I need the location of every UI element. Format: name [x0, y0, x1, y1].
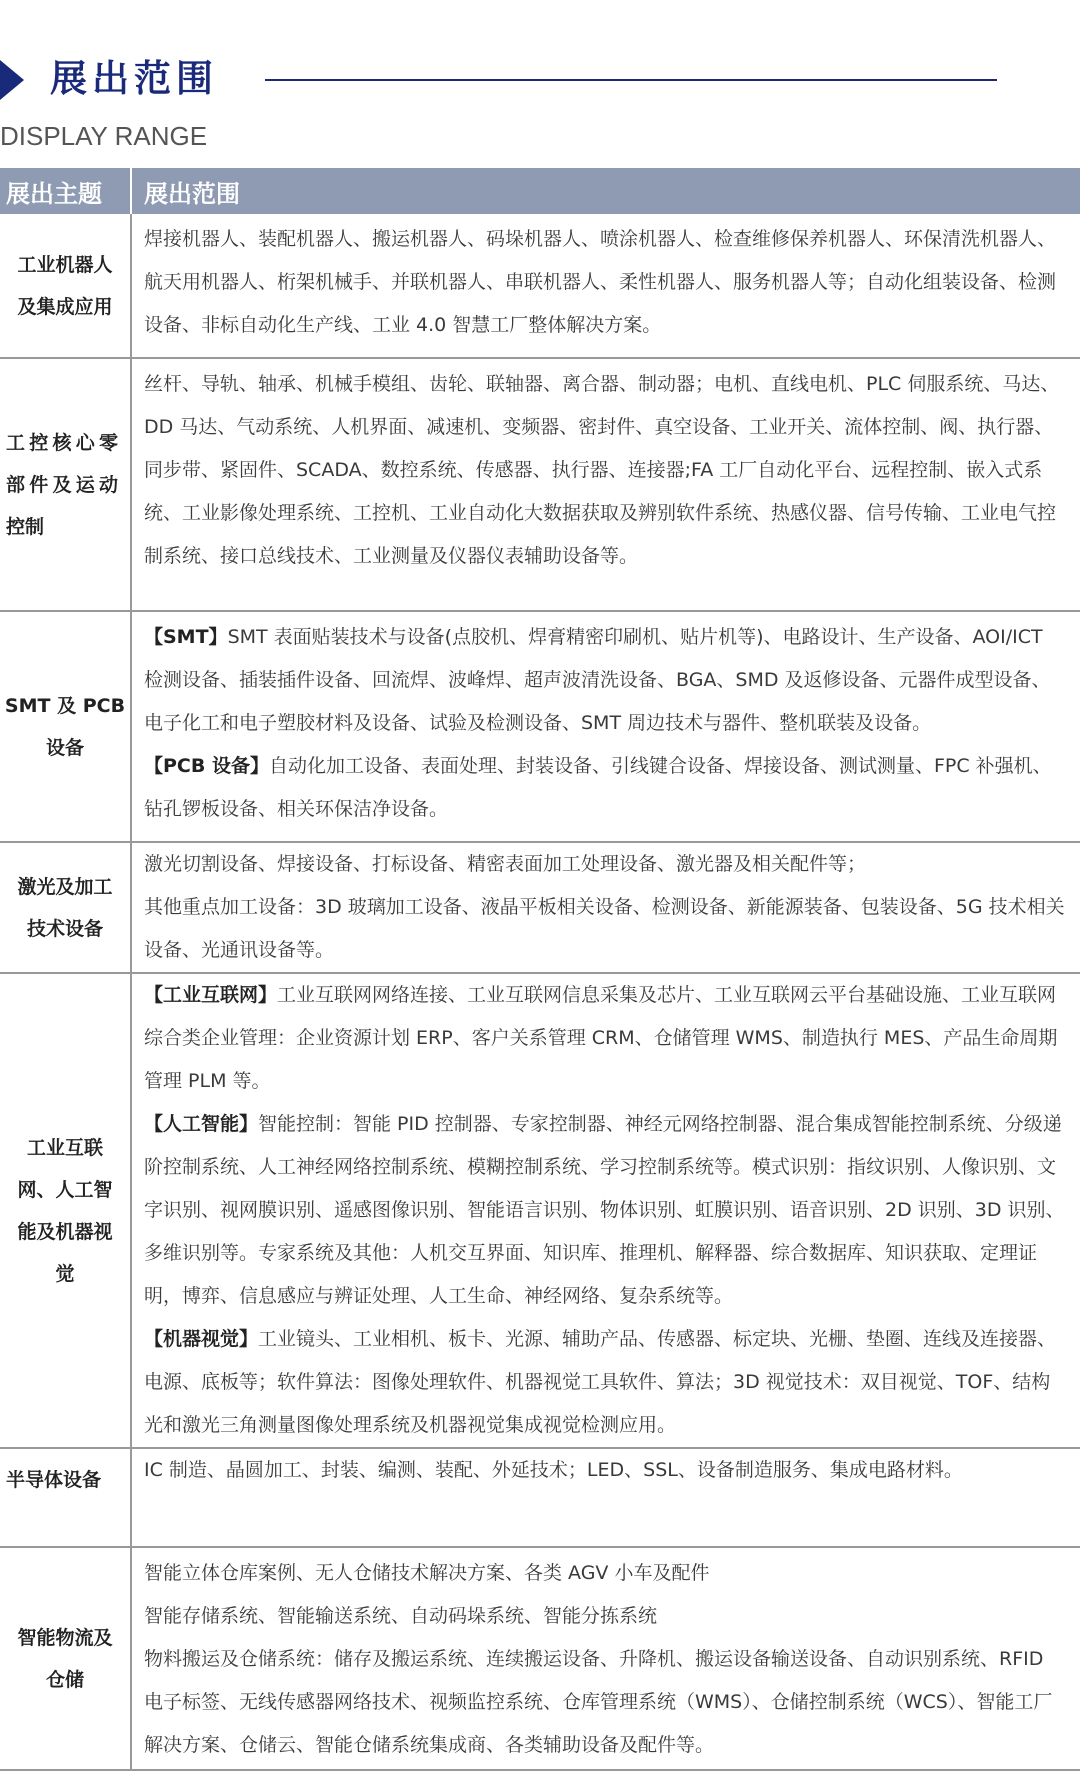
table-row — [0, 1448, 1080, 1547]
topic-line: 设备 — [45, 736, 84, 759]
content-text: 自动化加工设备、表面处理、封装设备、引线键合设备、焊接设备、测试测量、FPC 补强机、 — [268, 755, 1052, 777]
content-line: IC 制造、晶圆加工、封装、编测、装配、外延技术；LED、SSL、设备制造服务、集成电路材料。 — [144, 1459, 963, 1481]
content-text: 智能控制：智能 PID 控制器、专家控制器、神经元网络控制器、混合集成智能控制系统、分级递 — [258, 1113, 1062, 1135]
content-line: 航天用机器人、桁架机械手、并联机器人、串联机器人、柔性机器人、服务机器人等；自动化组装设备、检测 — [144, 271, 1057, 293]
arrow-icon — [0, 60, 24, 100]
content-line: 电子化工和电子塑胶材料及设备、试验及检测设备、SMT 周边技术与器件、整机联装及设备。 — [144, 712, 932, 734]
content-line: 阶控制系统、人工神经网络控制系统、模糊控制系统、学习控制系统等。模式识别：指纹识别、人像识别、文 — [144, 1156, 1057, 1178]
row-content — [131, 973, 1080, 1448]
row-topic — [0, 1547, 131, 1770]
section-subtitle: DISPLAY RANGE — [0, 121, 208, 151]
topic-line: 控制 — [6, 515, 45, 538]
row-content — [131, 1547, 1080, 1770]
mv-tag: 【机器视觉】 — [144, 1328, 259, 1350]
row-topic — [0, 973, 131, 1448]
table-row — [0, 1547, 1080, 1770]
content-line: 管理 PLM 等。 — [144, 1070, 271, 1092]
content-line — [144, 616, 1080, 659]
row-topic — [0, 1448, 131, 1547]
row-content — [131, 1448, 1080, 1547]
content-line: 激光切割设备、焊接设备、打标设备、精密表面加工处理设备、激光器及相关配件等； — [144, 853, 867, 875]
topic-line: 工业互联 — [26, 1136, 103, 1159]
content-line: 焊接机器人、装配机器人、搬运机器人、码垛机器人、喷涂机器人、检查维修保养机器人、环保清洗机器人、 — [144, 228, 1057, 250]
content-line: 明，博弈、信息感应与辨证处理、人工生命、神经网络、复杂系统等。 — [144, 1285, 734, 1307]
content-line: 智能立体仓库案例、无人仓储技术解决方案、各类 AGV 小车及配件 — [144, 1562, 710, 1584]
content-line: 其他重点加工设备：3D 玻璃加工设备、液晶平板相关设备、检测设备、新能源装备、包装设备、5G 技术相关 — [144, 896, 1065, 918]
iiot-tag: 【工业互联网】 — [144, 984, 278, 1006]
content-line: 统、工业影像处理系统、工控机、工业自动化大数据获取及辨别软件系统、热感仪器、信号传输、工业电气控 — [144, 502, 1057, 524]
topic-line: 网、人工智 — [17, 1178, 113, 1201]
content-line: 设备、光通讯设备等。 — [144, 939, 335, 961]
topic-line: 智能物流及 — [17, 1626, 113, 1649]
row-topic — [0, 358, 131, 611]
table-header-row — [0, 168, 1080, 214]
section-title: 展出范围 — [50, 57, 218, 100]
content-line: 电子标签、无线传感器网络技术、视频监控系统、仓库管理系统（WMS）、仓储控制系统（WCS）、智能工厂 — [144, 1691, 1053, 1713]
content-line — [144, 745, 1080, 788]
topic-line: 工业机器人 — [17, 253, 113, 276]
content-line: 设备、非标自动化生产线、工业 4.0 智慧工厂整体解决方案。 — [144, 314, 662, 336]
row-topic — [0, 611, 131, 842]
table-row — [0, 611, 1080, 842]
content-line: 物料搬运及仓储系统：储存及搬运系统、连续搬运设备、升降机、搬运设备输送设备、自动识别系统、RFID — [144, 1648, 1044, 1670]
content-line: 丝杆、导轨、轴承、机械手模组、齿轮、联轴器、离合器、制动器；电机、直线电机、PLC 伺服系统、马达、 — [144, 373, 1060, 395]
content-line: 多维识别等。专家系统及其他：人机交互界面、知识库、推理机、解释器、综合数据库、知识获取、定理证 — [144, 1242, 1038, 1264]
content-line: 光和激光三角测量图像处理系统及机器视觉集成视觉检测应用。 — [144, 1414, 677, 1436]
content-line: 综合类企业管理：企业资源计划 ERP、客户关系管理 CRM、仓储管理 WMS、制造执行 MES、产品生命周期 — [144, 1027, 1058, 1049]
column-header-topic: 展出主题 — [0, 168, 131, 214]
topic-line: 半导体设备 — [6, 1469, 102, 1491]
table-row — [0, 358, 1080, 611]
topic-line: 工控核心零 — [6, 431, 118, 454]
section-header — [0, 0, 1080, 168]
content-line: 检测设备、插装插件设备、回流焊、波峰焊、超声波清洗设备、BGA、SMD 及返修设备、元器件成型设备、 — [144, 669, 1051, 691]
content-line: 解决方案、仓储云、智能仓储系统集成商、各类辅助设备及配件等。 — [144, 1734, 715, 1756]
content-text: 工业互联网网络连接、工业互联网信息采集及芯片、工业互联网云平台基础设施、工业互联网 — [277, 984, 1057, 1006]
content-line: 字识别、视网膜识别、遥感图像识别、智能语言识别、物体识别、虹膜识别、语音识别、2D 识别、3D 识别、 — [144, 1199, 1065, 1221]
content-line — [144, 974, 1080, 1017]
content-line — [144, 1103, 1080, 1146]
row-topic — [0, 842, 131, 973]
row-content — [131, 214, 1080, 358]
content-line: 钻孔锣板设备、相关环保洁净设备。 — [144, 798, 449, 820]
pcb-tag: 【PCB 设备】 — [144, 755, 269, 777]
title-divider — [265, 79, 997, 81]
content-line: 制系统、接口总线技术、工业测量及仪器仪表辅助设备等。 — [144, 545, 639, 567]
row-content — [131, 611, 1080, 842]
topic-line: 觉 — [55, 1262, 75, 1285]
content-text: 工业镜头、工业相机、板卡、光源、辅助产品、传感器、标定块、光栅、垫圈、连线及连接器、 — [258, 1328, 1057, 1350]
topic-line: 仓储 — [45, 1668, 84, 1691]
content-line: 同步带、紧固件、SCADA、数控系统、传感器、执行器、连接器;FA 工厂自动化平台、远程控制、嵌入式系 — [144, 459, 1043, 481]
table-row — [0, 214, 1080, 358]
row-topic — [0, 214, 131, 358]
topic-line: 及集成应用 — [17, 295, 113, 318]
content-line: DD 马达、气动系统、人机界面、减速机、变频器、密封件、真空设备、工业开关、流体控制、阀、执行器、 — [144, 416, 1054, 438]
topic-line: 激光及加工 — [17, 875, 113, 898]
table-row — [0, 842, 1080, 973]
content-line: 智能存储系统、智能输送系统、自动码垛系统、智能分拣系统 — [144, 1605, 658, 1627]
content-text: SMT 表面贴装技术与设备(点胶机、焊膏精密印刷机、贴片机等)、电路设计、生产设备、AOI/ICT — [227, 626, 1043, 648]
topic-line: 技术设备 — [26, 917, 103, 940]
topic-line: 部件及运动 — [6, 473, 118, 496]
row-content — [131, 358, 1080, 611]
content-line — [144, 1318, 1080, 1361]
smt-tag: 【SMT】 — [144, 626, 228, 648]
content-line: 电源、底板等；软件算法：图像处理软件、机器视觉工具软件、算法；3D 视觉技术：双目视觉、TOF、结构 — [144, 1371, 1051, 1393]
row-content — [131, 842, 1080, 973]
ai-tag: 【人工智能】 — [144, 1113, 259, 1135]
display-range-table — [0, 168, 1080, 1771]
topic-line: SMT 及 PCB — [4, 694, 126, 717]
column-header-range: 展出范围 — [131, 168, 1080, 214]
table-row — [0, 973, 1080, 1448]
topic-line: 能及机器视 — [17, 1220, 113, 1243]
